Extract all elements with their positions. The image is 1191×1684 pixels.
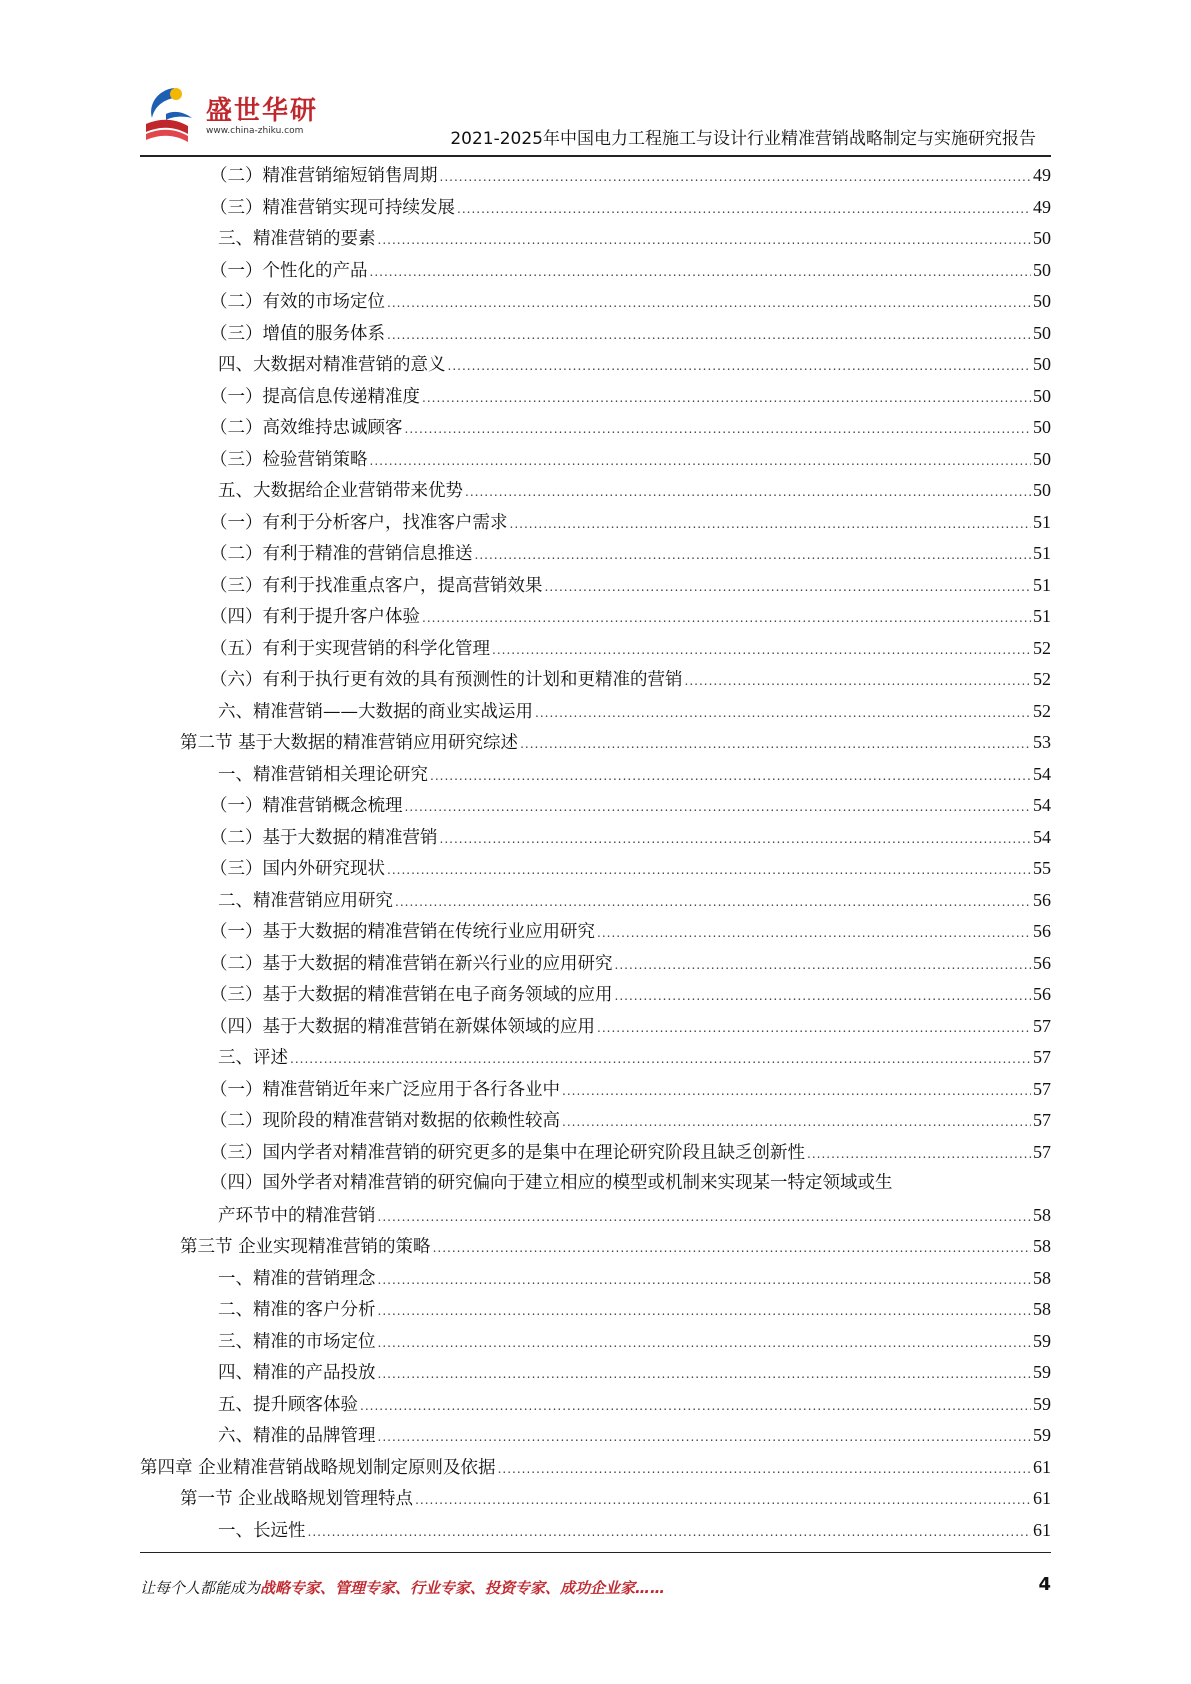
toc-entry-title: （一）精准营销近年来广泛应用于各行各业中 [210,1079,560,1100]
toc-entry-title: 第二节 基于大数据的精准营销应用研究综述 [180,733,519,753]
toc-leader-dots [378,1422,1032,1454]
toc-entry[interactable] [140,853,1051,885]
toc-entry[interactable] [140,948,1051,980]
toc-entry-title: 四、大数据对精准营销的意义 [218,355,446,375]
toc-entry-page: 52 [1033,669,1051,689]
toc-entry-page: 52 [1033,637,1051,658]
toc-entry[interactable] [140,1452,1051,1484]
toc-entry-page: 57 [1033,1141,1051,1162]
toc-entry[interactable] [140,507,1051,539]
toc-leader-dots [378,1202,1032,1234]
toc-leader-dots [457,194,1031,226]
toc-entry-title: 第三节 企业实现精准营销的策略 [180,1237,431,1257]
toc-entry-title: （二）基于大数据的精准营销 [210,827,438,848]
toc-entry-title: 六、精准营销——大数据的商业实战运用 [218,701,533,722]
toc-entry[interactable] [140,1389,1051,1421]
toc-entry-page: 56 [1033,889,1051,910]
toc-entry-title: （四）有利于提升客户体验 [210,607,420,627]
toc-leader-dots [545,572,1032,604]
toc-entry-title: （四）国外学者对精准营销的研究偏向于建立相应的模型或机制来实现某一特定领域或生 [210,1173,893,1193]
toc-entry-title: （二）有利于精准的营销信息推送 [210,544,473,564]
toc-entry-title: 四、精准的产品投放 [218,1363,376,1383]
toc-leader-dots [510,509,1032,541]
toc-entry[interactable] [140,1042,1051,1074]
toc-entry-title: （一）精准营销概念梳理 [210,796,403,816]
table-of-contents [140,160,1051,1546]
toc-entry-page: 50 [1033,417,1051,437]
toc-entry[interactable] [140,444,1051,476]
toc-leader-dots [535,698,1031,730]
toc-entry-page: 54 [1033,826,1051,847]
toc-entry-title: 五、大数据给企业营销带来优势 [218,481,463,501]
toc-leader-dots [378,1296,1032,1328]
toc-entry-title: （三）增值的服务体系 [210,323,385,344]
toc-entry[interactable] [140,1200,1051,1232]
toc-entry-page: 56 [1033,921,1051,941]
toc-entry[interactable] [140,1263,1051,1295]
toc-entry-title: 一、精准营销相关理论研究 [218,764,428,785]
toc-entry[interactable] [140,1168,1051,1200]
toc-entry[interactable] [140,412,1051,444]
toc-entry[interactable] [140,885,1051,917]
toc-entry[interactable] [140,1231,1051,1263]
toc-entry-page: 57 [1033,1015,1051,1036]
toc-entry-page: 55 [1033,858,1051,878]
toc-entry[interactable] [140,286,1051,318]
toc-leader-dots [498,1454,1031,1486]
toc-entry-title: （三）精准营销实现可持续发展 [210,197,455,218]
toc-entry-page: 59 [1033,1330,1051,1351]
toc-entry-page: 51 [1033,543,1051,563]
toc-entry[interactable] [140,1357,1051,1389]
toc-entry[interactable] [140,570,1051,602]
toc-leader-dots [807,1139,1031,1171]
toc-entry[interactable] [140,192,1051,224]
toc-entry[interactable] [140,1420,1051,1452]
toc-leader-dots [448,351,1032,383]
toc-entry[interactable] [140,1137,1051,1169]
toc-entry-title: （二）高效维持忠诚顾客 [210,418,403,438]
toc-entry-title: 三、精准营销的要素 [218,229,376,249]
toc-entry-page: 54 [1033,795,1051,815]
toc-leader-dots [440,162,1032,194]
toc-leader-dots [422,603,1031,635]
toc-entry-page: 50 [1033,322,1051,343]
toc-leader-dots [685,666,1032,698]
toc-entry-title: （四）基于大数据的精准营销在新媒体领域的应用 [210,1016,595,1037]
toc-leader-dots [378,1328,1032,1360]
toc-entry-page: 50 [1033,259,1051,280]
toc-entry[interactable] [140,160,1051,192]
toc-leader-dots [430,761,1031,793]
toc-entry-page: 57 [1033,1078,1051,1099]
toc-entry[interactable] [140,979,1051,1011]
toc-leader-dots [405,414,1032,446]
toc-entry-title: （一）有利于分析客户，找准客户需求 [210,512,508,533]
toc-entry-page: 58 [1033,1204,1051,1225]
toc-entry[interactable] [140,223,1051,255]
toc-entry[interactable] [140,349,1051,381]
toc-entry[interactable] [140,475,1051,507]
toc-entry-page: 50 [1033,448,1051,469]
toc-leader-dots [387,288,1031,320]
toc-leader-dots [378,1359,1032,1391]
toc-leader-dots [290,1044,1031,1076]
toc-entry-title: 一、精准的营销理念 [218,1268,376,1289]
toc-entry-title: （三）国内学者对精准营销的研究更多的是集中在理论研究阶段且缺乏创新性 [210,1142,805,1163]
toc-entry[interactable] [140,822,1051,854]
footer-slogan [140,1577,665,1598]
toc-entry-title: 三、评述 [218,1048,288,1068]
toc-entry[interactable] [140,1483,1051,1515]
toc-entry-page: 51 [1033,574,1051,595]
toc-entry-title: （三）有利于找准重点客户，提高营销效果 [210,575,543,596]
toc-entry[interactable] [140,633,1051,665]
toc-entry[interactable] [140,1011,1051,1043]
toc-leader-dots [405,792,1032,824]
toc-entry-title: （二）基于大数据的精准营销在新兴行业的应用研究 [210,953,613,974]
toc-entry-page: 61 [1033,1456,1051,1477]
toc-leader-dots [615,981,1032,1013]
toc-entry-page: 50 [1033,291,1051,311]
footer-divider [140,1552,1051,1553]
toc-leader-dots [475,540,1032,572]
report-title: 2021-2025年中国电力工程施工与设计行业精准营销战略制定与实施研究报告 [450,129,1036,149]
toc-entry-title: 六、精准的品牌管理 [218,1426,376,1446]
toc-entry-title: （二）现阶段的精准营销对数据的依赖性较高 [210,1111,560,1131]
toc-entry-page: 61 [1033,1519,1051,1540]
toc-leader-dots [492,635,1031,667]
logo [140,84,319,148]
brand-name: 盛世华研 [206,96,319,126]
toc-entry-title: 第四章 企业精准营销战略规划制定原则及依据 [140,1457,496,1478]
toc-leader-dots [370,446,1032,478]
toc-leader-dots [562,1107,1031,1139]
header-divider [140,155,1051,157]
toc-leader-dots [370,257,1032,289]
toc-entry-title: （三）基于大数据的精准营销在电子商务领域的应用 [210,985,613,1005]
toc-entry-title: 二、精准营销应用研究 [218,890,393,911]
toc-entry[interactable] [140,381,1051,413]
toc-leader-dots [387,855,1031,887]
toc-leader-dots [597,1013,1031,1045]
toc-entry[interactable] [140,916,1051,948]
toc-entry-title: 一、长远性 [218,1520,306,1541]
toc-entry[interactable] [140,1105,1051,1137]
toc-leader-dots [378,1265,1032,1297]
toc-entry-page: 57 [1033,1047,1051,1067]
toc-leader-dots [360,1391,1031,1423]
toc-entry-title: （一）基于大数据的精准营销在传统行业应用研究 [210,922,595,942]
toc-entry-page: 56 [1033,984,1051,1004]
toc-entry-page: 58 [1033,1236,1051,1256]
toc-leader-dots [415,1485,1031,1517]
toc-entry[interactable] [140,1515,1051,1547]
toc-entry-page: 61 [1033,1488,1051,1508]
toc-leader-dots [597,918,1031,950]
toc-entry[interactable] [140,664,1051,696]
logo-mark-icon [140,84,206,148]
toc-entry[interactable] [140,1326,1051,1358]
toc-entry-title: 第一节 企业战略规划管理特点 [180,1489,414,1509]
toc-entry-page: 54 [1033,763,1051,784]
toc-leader-dots [378,225,1032,257]
toc-entry[interactable] [140,696,1051,728]
toc-entry[interactable] [140,538,1051,570]
toc-entry-page: 50 [1033,480,1051,500]
toc-entry-title: 二、精准的客户分析 [218,1300,376,1320]
toc-entry-page: 51 [1033,606,1051,626]
toc-entry-page: 50 [1033,354,1051,374]
toc-entry-page: 51 [1033,511,1051,532]
toc-leader-dots [520,729,1031,761]
toc-leader-dots [433,1233,1031,1265]
toc-entry[interactable] [140,318,1051,350]
toc-entry-title: （二）有效的市场定位 [210,292,385,312]
toc-entry-page: 50 [1033,385,1051,406]
toc-entry-page: 58 [1033,1267,1051,1288]
toc-entry[interactable] [140,759,1051,791]
toc-entry-title: （二）精准营销缩短销售周期 [210,166,438,186]
toc-entry-page: 52 [1033,700,1051,721]
toc-entry[interactable] [140,790,1051,822]
toc-entry-title: （六）有利于执行更有效的具有预测性的计划和更精准的营销 [210,670,683,690]
toc-entry-title: （一）提高信息传递精准度 [210,386,420,407]
toc-entry-title: （五）有利于实现营销的科学化管理 [210,638,490,659]
toc-entry-page: 49 [1033,165,1051,185]
toc-entry-title: （三）检验营销策略 [210,449,368,470]
toc-entry-title: 五、提升顾客体验 [218,1394,358,1415]
toc-entry-title: 产环节中的精准营销 [218,1205,376,1226]
toc-entry-page: 49 [1033,196,1051,217]
toc-entry-title: （三）国内外研究现状 [210,859,385,879]
toc-leader-dots [440,824,1032,856]
brand-url: www.china-zhiku.com [206,126,304,136]
toc-entry[interactable] [140,727,1051,759]
toc-entry-page: 57 [1033,1110,1051,1130]
toc-leader-dots [615,950,1032,982]
toc-leader-dots [422,383,1031,415]
toc-entry[interactable] [140,601,1051,633]
toc-leader-dots [308,1517,1032,1549]
toc-entry[interactable] [140,1074,1051,1106]
footer-slogan-highlight: 战略专家、管理专家、行业专家、投资专家、成功企业家…… [260,1579,666,1597]
toc-leader-dots [387,320,1031,352]
toc-entry[interactable] [140,1294,1051,1326]
toc-entry-page: 50 [1033,228,1051,248]
toc-entry-page: 53 [1033,732,1051,752]
toc-entry-page: 59 [1033,1425,1051,1445]
footer-slogan-prefix: 让每个人都能成为 [140,1579,261,1597]
toc-entry-page: 59 [1033,1393,1051,1414]
toc-entry-title: 三、精准的市场定位 [218,1331,376,1352]
toc-leader-dots [465,477,1031,509]
toc-entry-page: 59 [1033,1362,1051,1382]
toc-leader-dots [395,887,1031,919]
toc-entry-page: 56 [1033,952,1051,973]
toc-leader-dots [562,1076,1031,1108]
toc-entry-page: 58 [1033,1299,1051,1319]
page-number: 4 [1038,1574,1051,1595]
toc-entry-title: （一）个性化的产品 [210,260,368,281]
toc-entry[interactable] [140,255,1051,287]
